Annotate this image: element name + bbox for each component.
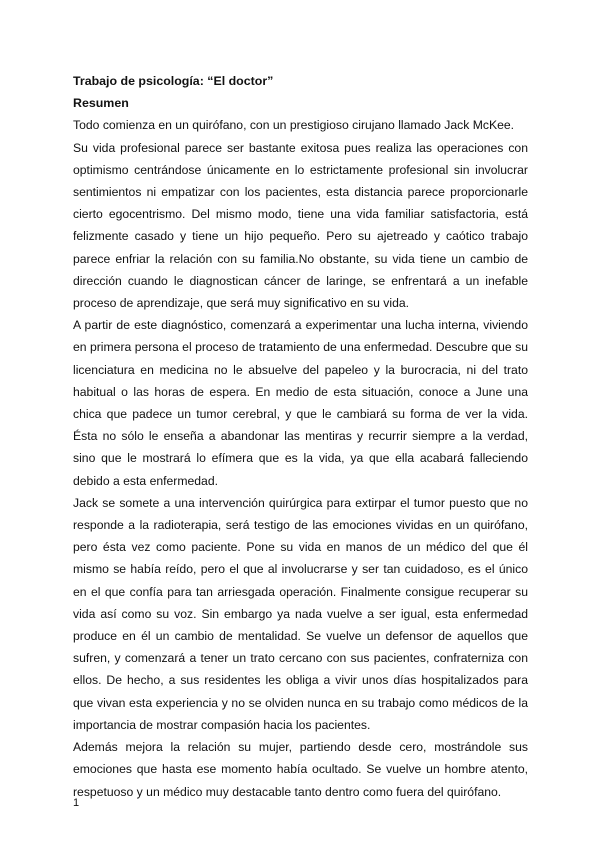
paragraph-professional-life: Su vida profesional parece ser bastante exitosa pues realiza las operaciones con optimismo centrándose únicamente en lo estrictamente profesional sin involucrar sentimientos ni empatizar con los pacientes, esta distancia parece proporcionarle cierto egocentrismo. Del mismo modo, tiene una vida familiar satisfactoria, está felizmente casado y tiene un hijo pequeño. Pero su ajetreado y caótico trabajo parece enfriar la relación con su familia.No obstante, su vida tiene un cambio de dirección cuando le diagnostican cáncer de laringe, se enfrentará a un inefable proceso de aprendizaje, que será muy significativo en su vida. [73, 140, 528, 311]
paragraph-conclusion: Además mejora la relación su mujer, partiendo desde cero, mostrándole sus emociones que hasta ese momento había ocultado. Se vuelve un hombre atento, respetuoso y un médico muy destacable tanto dentro como fuera del quirófano. [73, 740, 528, 799]
paragraph-surgery: Jack se somete a una intervención quirúrgica para extirpar el tumor puesto que no responde a la radioterapia, será testigo de las emociones vividas en un quirófano, pero ésta vez como paciente. Pone su vida en manos de un médico del que él mismo se había reído, pero el que al involucrarse y ser tan cuidadoso, es el único en el que confía para tan arriesgada operación. Finalmente consigue recuperar su vida así como su voz. Sin embargo ya nada vuelve a ser igual, esta enfermedad produce en él un cambio de mentalidad. Se vuelve un defensor de aquellos que sufren, y comenzará a tener un trato cercano con sus pacientes, confraterniza con ellos. De hecho, a sus residentes les obliga a vivir unos días hospitalizados para que vivan esta experiencia y no se olviden nunca en su trabajo como médicos de la importancia de mostrar compasión hacia los pacientes. [73, 495, 528, 732]
document-body [73, 70, 528, 803]
paragraph-diagnosis: A partir de este diagnóstico, comenzará a experimentar una lucha interna, viviendo en primera persona el proceso de tratamiento de una enfermedad. Descubre que su licenciatura en medicina no le absuelve del papeleo y la burocracia, ni del trato habitual o las horas de espera. En medio de esta situación, conoce a June una chica que padece un tumor cerebral, y que le cambiará su forma de ver la vida. Ésta no sólo le enseña a abandonar las mentiras y recurrir siempre a la verdad, sino que le mostrará lo efímera que es la vida, ya que ella acabará falleciendo debido a esta enfermedad. [73, 318, 528, 488]
page-number: 1 [73, 797, 80, 809]
section-heading: Resumen [73, 96, 129, 111]
paragraph-intro: Todo comienza en un quirófano, con un prestigioso cirujano llamado Jack McKee. [73, 118, 515, 133]
document-title: Trabajo de psicología: “El doctor” [73, 74, 274, 88]
